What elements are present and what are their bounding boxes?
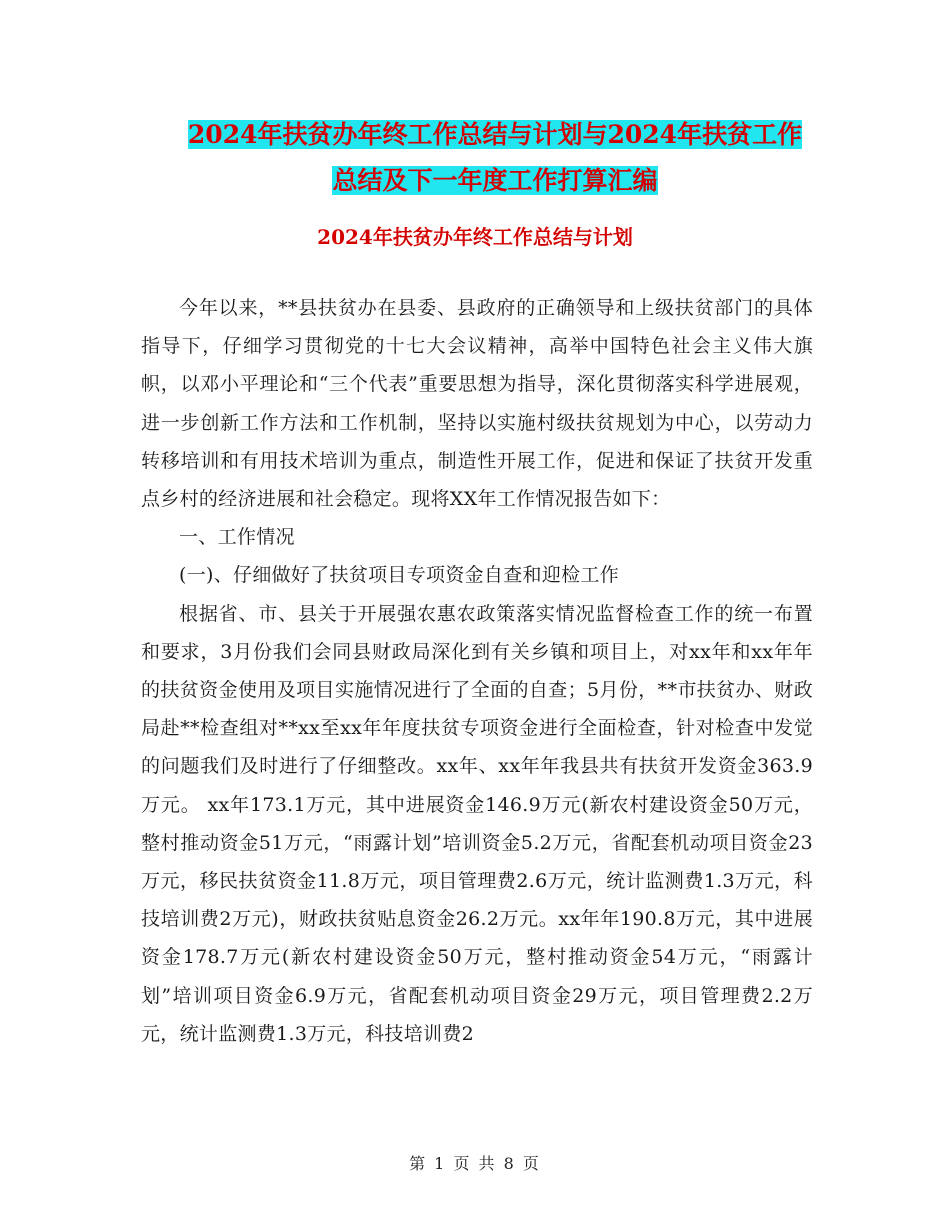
body-subheading-fund-inspection: (一)、仔细做好了扶贫项目专项资金自查和迎检工作	[179, 564, 620, 587]
section-title: 2024年扶贫办年终工作总结与计划	[317, 225, 633, 249]
document-title-line-2: 总结及下一年度工作打算汇编	[332, 166, 658, 195]
body-paragraph-fund-details: 根据省、市、县关于开展强农惠农政策落实情况监督检查工作的统一布置和要求，3月份我们会同县财政局深化到有关乡镇和项目上，对xx年和xx年年的扶贫资金使用及项目实施情况进行了全面的自查；5月份，**市扶贫办、财政局赴**检查组对**xx至xx年年度扶贫专项资金进行全面检查，针对检查中发觉的问题我们及时进行了仔细整改。xx年、xx年年我县共有扶贫开发资金363.9万元。 xx年173.1万元，其中进展资金146.9万元(新农村建设资金50万元，整村推动资金51万元，“雨露计划”培训资金5.2万元，省配套机动项目资金23万元，移民扶贫资金11.8万元，项目管理费2.6万元，统计监测费1.3万元，科技培训费2万元)，财政扶贫贴息资金26.2万元。xx年年190.8万元，其中进展资金178.7万元(新农村建设资金50万元，整村推动资金54万元，“雨露计划”培训项目资金6.9万元，省配套机动项目资金29万元，项目管理费2.2万元，统计监测费1.3万元，科技培训费2	[141, 602, 813, 1045]
body-heading-work-status: 一、工作情况	[179, 526, 295, 549]
document-title	[150, 112, 840, 204]
body-paragraph-intro: 今年以来，**县扶贫办在县委、县政府的正确领导和上级扶贫部门的具体指导下，仔细学习贯彻党的十七大会议精神，高举中国特色社会主义伟大旗帜，以邓小平理论和“三个代表”重要思想为指导，深化贯彻落实科学进展观，进一步创新工作方法和工作机制，坚持以实施村级扶贫规划为中心，以劳动力转移培训和有用技术培训为重点，制造性开展工作，促进和保证了扶贫开发重点乡村的经济进展和社会稳定。现将XX年工作情况报告如下：	[141, 297, 813, 511]
page-footer: 第 1 页 共 8 页	[409, 1154, 541, 1173]
document-title-line-1: 2024年扶贫办年终工作总结与计划与2024年扶贫工作	[187, 120, 803, 149]
document-body	[141, 289, 813, 1053]
